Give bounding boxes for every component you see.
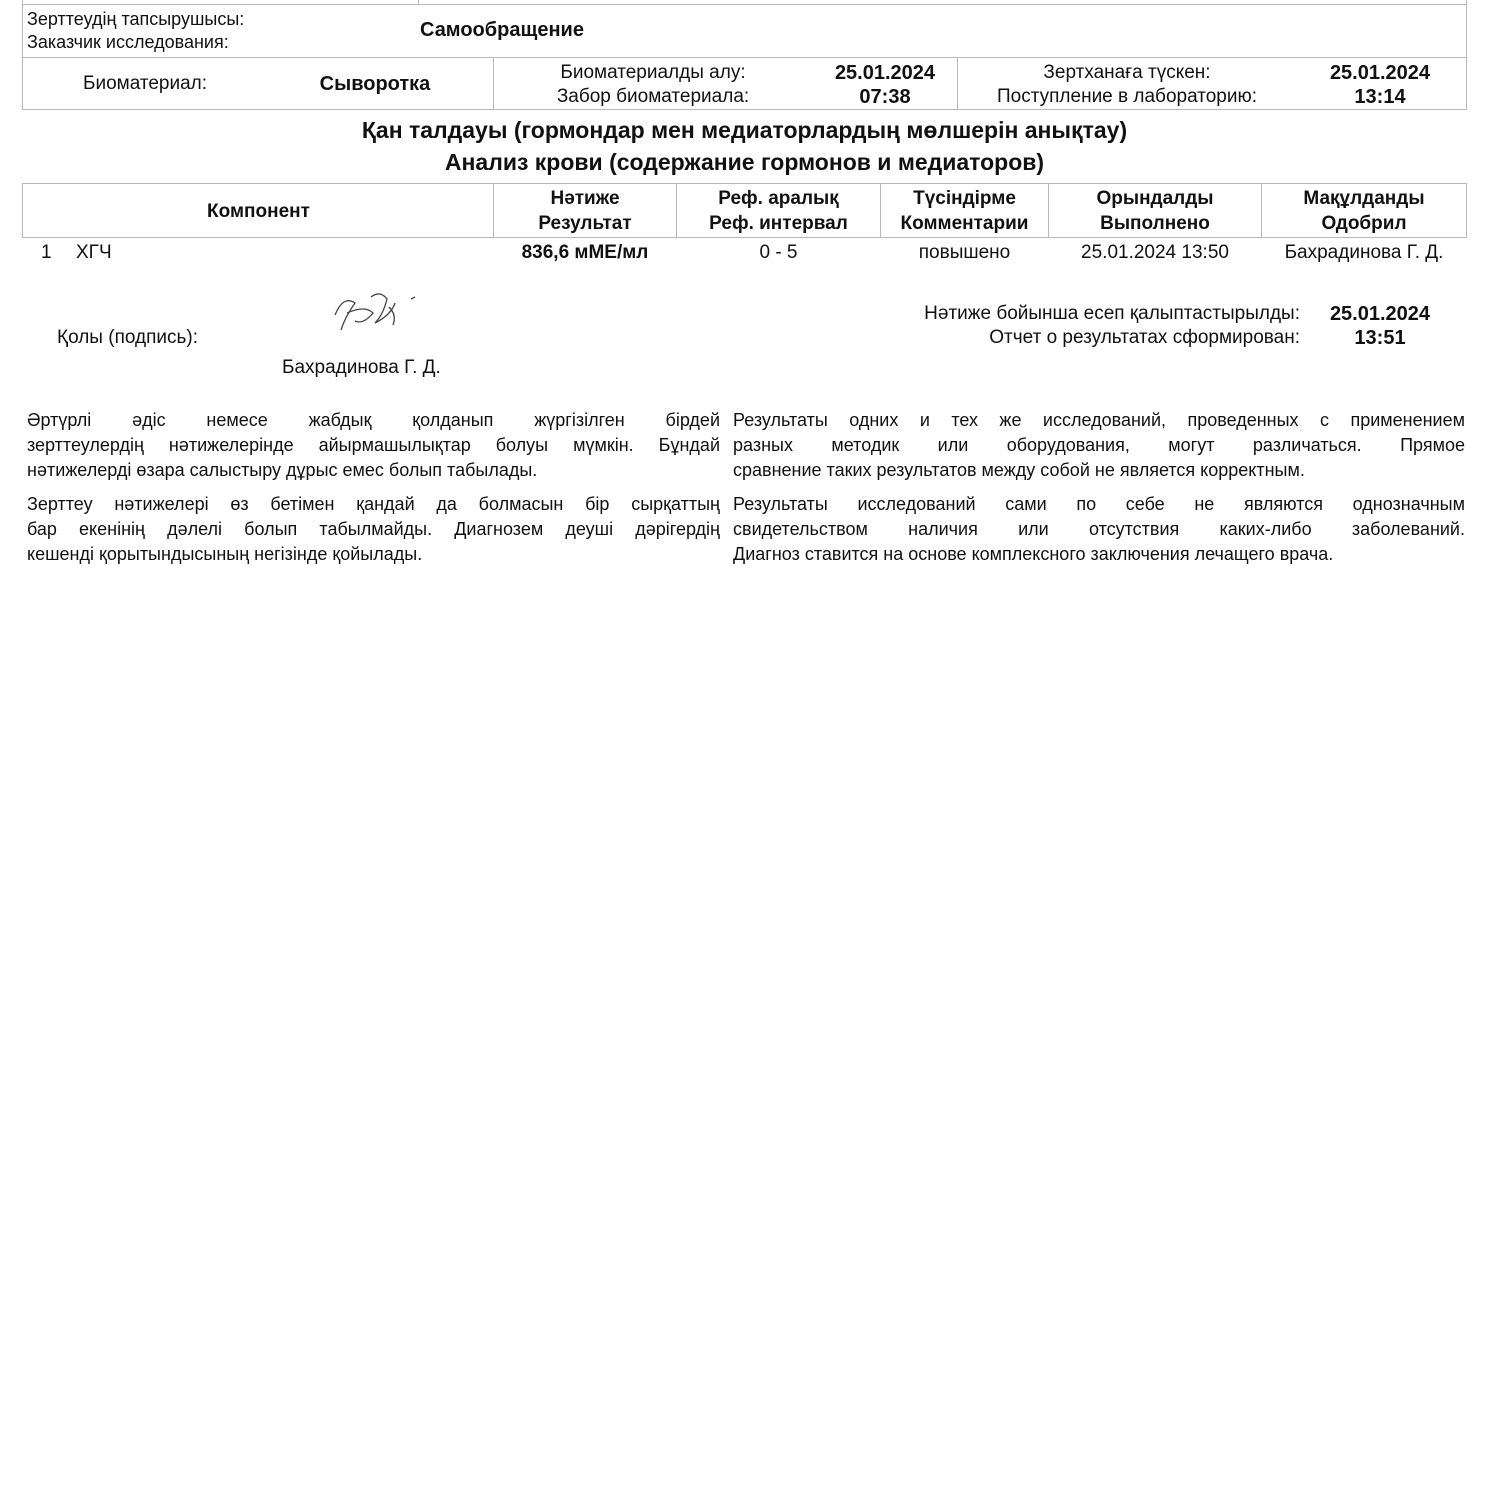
row-performed: 25.01.2024 13:50 <box>1081 242 1229 263</box>
note-ru-1 <box>733 408 1465 483</box>
customer-label <box>27 8 244 54</box>
note-kz-1 <box>27 408 720 483</box>
col-header-ref-ru: Реф. интервал <box>709 213 848 234</box>
row-result: 836,6 мМЕ/мл <box>521 242 649 263</box>
note-kz-1-line: зерттеулердің нәтижелерінде айырмашылықтар болуы мүмкін. Бұндай <box>27 435 720 455</box>
note-kz-1-line: Әртүрлі әдіс немесе жабдық қолданып жүргізілген бірдей <box>27 410 720 430</box>
collection-label-kz: Биоматериалды алу: <box>560 62 746 83</box>
report-label-kz: Нәтиже бойынша есеп қалыптастырылды: <box>924 303 1300 324</box>
page-title-kz: Қан талдауы (гормондар мен медиаторлардың мөлшерін анықтау) <box>361 117 1128 143</box>
signature-name: Бахрадинова Г. Д. <box>282 357 441 378</box>
collection-time: 07:38 <box>859 86 911 108</box>
col-header-comment-kz: Түсіндірме <box>913 188 1016 209</box>
lab-label-ru: Поступление в лабораторию: <box>997 86 1257 107</box>
col-header-approved <box>1262 185 1466 237</box>
customer-label-kz: Зерттеудің тапсырушысы: <box>27 9 245 29</box>
note-ru-1-line: сравнение таких результатов между собой не является корректным. <box>733 460 1305 480</box>
col-header-performed <box>1049 185 1261 237</box>
report-label-ru: Отчет о результатах сформирован: <box>989 327 1300 348</box>
note-ru-2-line: Диагноз ставится на основе комплексного заключения лечащего врача. <box>733 544 1334 564</box>
report-date: 25.01.2024 <box>1329 303 1431 325</box>
header-divider-v2 <box>957 57 958 110</box>
lab-label <box>962 61 1292 109</box>
collection-label-ru: Забор биоматериала: <box>556 86 750 107</box>
signature-scribble <box>325 285 425 340</box>
col-header-performed-kz: Орындалды <box>1096 188 1214 209</box>
lab-label-kz: Зертханаға түскен: <box>1043 62 1211 83</box>
col-header-result <box>494 185 676 237</box>
col-header-ref-kz: Реф. аралық <box>718 188 839 209</box>
customer-label-ru: Заказчик исследования: <box>27 32 229 52</box>
note-kz-1-line: нәтижелерді өзара салыстыру дұрыс емес болып табылады. <box>27 460 538 480</box>
customer-value: Самообращение <box>420 19 584 41</box>
biomaterial-label: Биоматериал: <box>82 73 208 94</box>
biomaterial-value: Сыворотка <box>319 72 431 95</box>
note-kz-2-line: бар екенінің дәлелі болып табылмайды. Диагнозем деуші дәрігердің <box>27 519 720 539</box>
collection-date: 25.01.2024 <box>834 62 936 84</box>
lab-date: 25.01.2024 <box>1329 62 1431 84</box>
col-header-approved-ru: Одобрил <box>1321 213 1407 234</box>
report-generated-label <box>860 302 1300 350</box>
row-number: 1 <box>41 242 52 263</box>
row-comment: повышено <box>918 242 1011 263</box>
collection-datetime <box>815 61 955 109</box>
col-header-comment <box>881 185 1048 237</box>
row-component: ХГЧ <box>76 242 112 263</box>
col-header-component <box>24 185 493 237</box>
col-header-performed-ru: Выполнено <box>1100 213 1210 234</box>
header-divider-top <box>22 4 1467 5</box>
row-approved: Бахрадинова Г. Д. <box>1284 242 1444 263</box>
note-kz-2-line: кешенді қорытындысының негізінде қойылады. <box>27 544 423 564</box>
lab-time: 13:14 <box>1354 86 1406 108</box>
col-header-ref <box>677 185 880 237</box>
collection-label <box>498 61 808 109</box>
header-divider-v1 <box>493 57 494 110</box>
page-title-ru: Анализ крови (содержание гормонов и медиаторов) <box>444 149 1045 175</box>
lab-datetime <box>1305 61 1455 109</box>
col-header-component-label: Компонент <box>207 200 310 222</box>
note-ru-2-line: Результаты исследований сами по себе не являются однозначным <box>733 494 1465 514</box>
note-kz-2-line: Зерттеу нәтижелері өз бетімен қандай да болмасын бір сырқаттың <box>27 494 720 514</box>
header-divider-top-v <box>418 0 419 4</box>
signature-label: Қолы (подпись): <box>57 327 198 348</box>
col-header-comment-ru: Комментарии <box>900 213 1029 234</box>
note-ru-2 <box>733 492 1465 567</box>
report-generated-datetime <box>1305 302 1455 350</box>
report-time: 13:51 <box>1354 327 1406 349</box>
col-header-approved-kz: Мақұлданды <box>1303 188 1425 209</box>
note-ru-2-line: свидетельством наличия или отсутствия каких-либо заболеваний. <box>733 519 1465 539</box>
note-ru-1-line: разных методик или оборудования, могут различаться. Прямое <box>733 435 1465 455</box>
note-kz-2 <box>27 492 720 567</box>
header-divider-middle <box>22 57 1467 58</box>
col-header-result-ru: Результат <box>538 213 632 234</box>
note-ru-1-line: Результаты одних и тех же исследований, проведенных с применением <box>733 410 1465 430</box>
col-header-result-kz: Нәтиже <box>550 188 620 209</box>
row-ref: 0 - 5 <box>759 242 798 263</box>
